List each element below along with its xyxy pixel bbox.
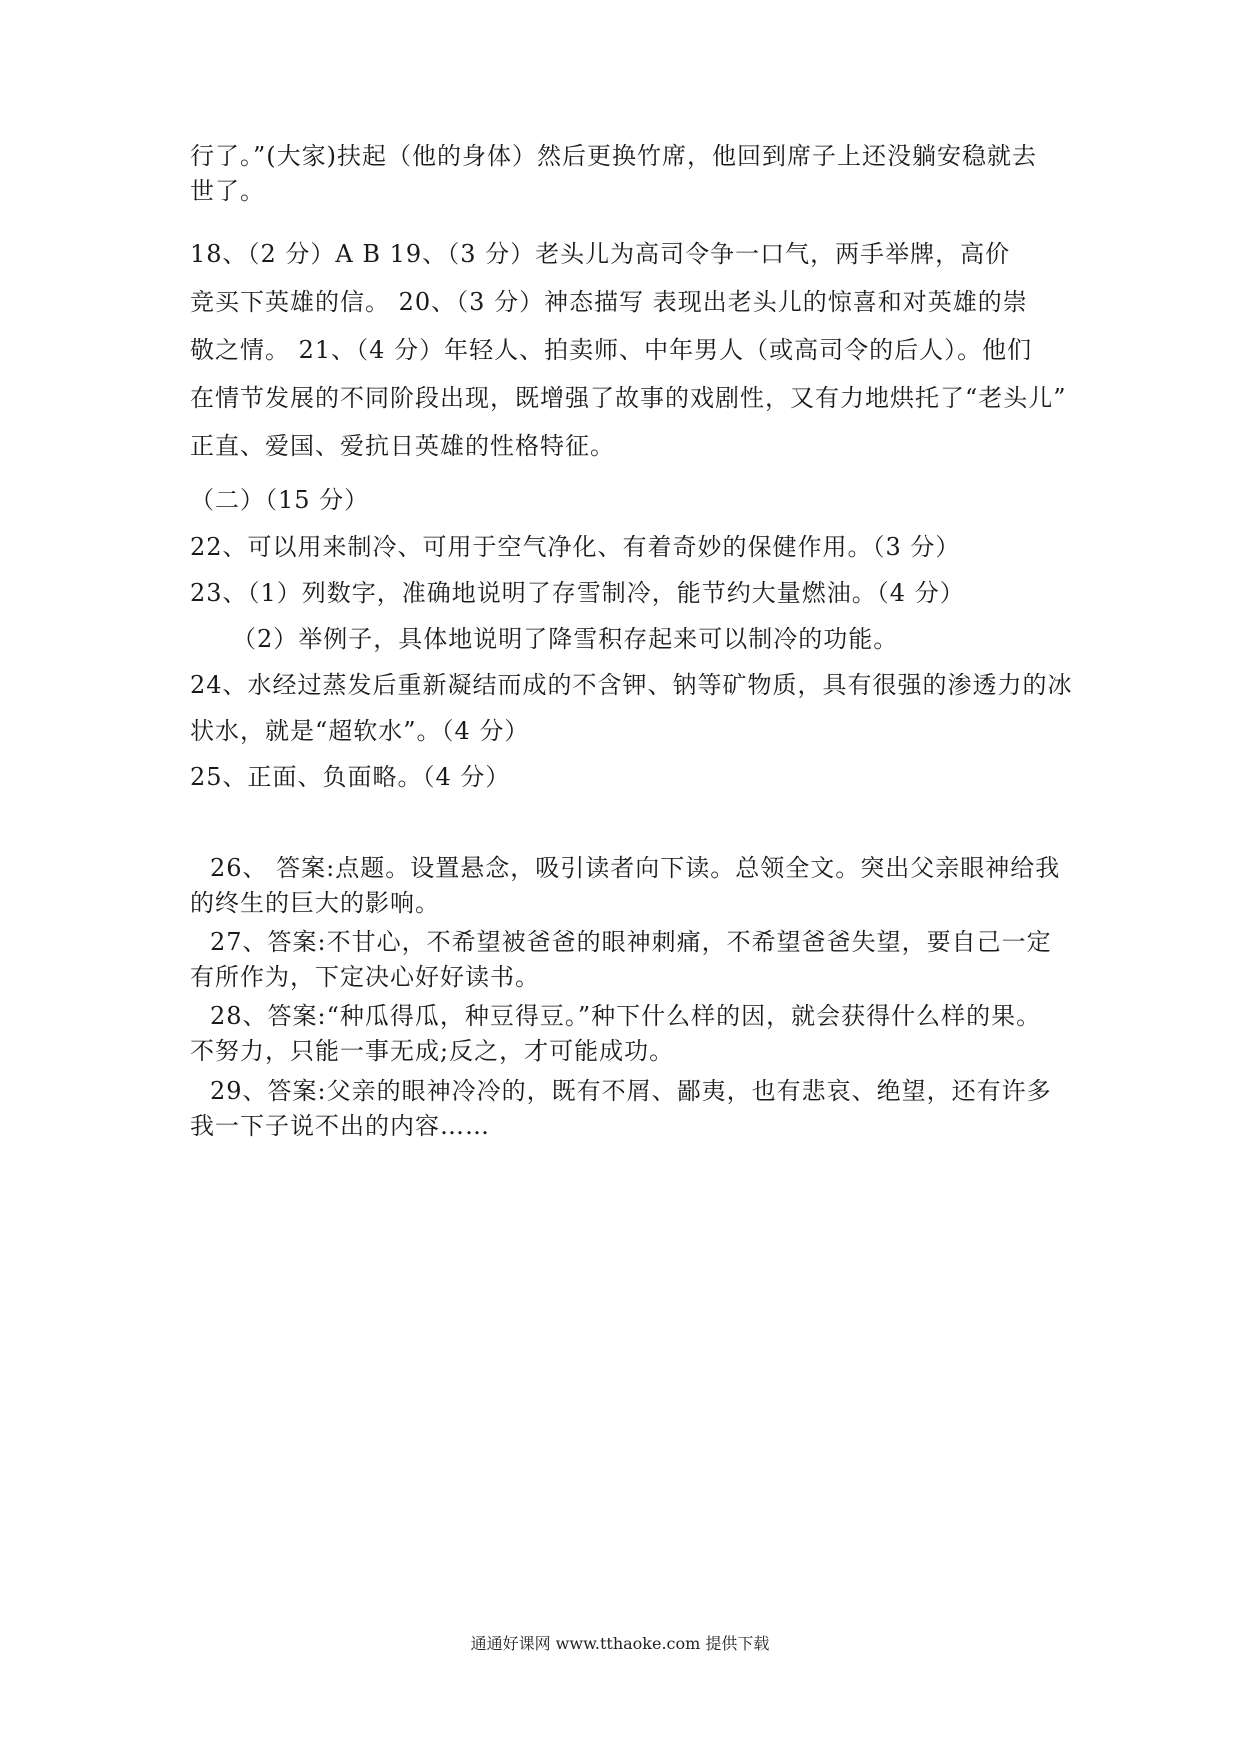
text-line-3: 18、（2 分）A B 19、（3 分）老头儿为高司令争一口气，两手举牌，高价 (190, 240, 1011, 268)
text-line-15: 26、 答案:点题。设置悬念，吸引读者向下读。总领全文。突出父亲眼神给我 (210, 854, 1061, 882)
text-line-13: 状水，就是“超软水”。（4 分） (190, 717, 530, 745)
text-line-11: （2）举例子，具体地说明了降雪积存起来可以制冷的功能。 (232, 625, 899, 653)
text-line-2: 世了。 (190, 177, 265, 205)
text-line-20: 不努力，只能一事无成;反之，才可能成功。 (190, 1037, 675, 1065)
text-line-18: 有所作为，下定决心好好读书。 (190, 963, 540, 991)
text-line-1: 行了。”(大家)扶起（他的身体）然后更换竹席，他回到席子上还没躺安稳就去 (190, 142, 1037, 170)
text-line-7: 正直、爱国、爱抗日英雄的性格特征。 (190, 432, 615, 460)
text-line-21: 29、答案:父亲的眼神冷冷的，既有不屑、鄙夷，也有悲哀、绝望，还有许多 (210, 1077, 1052, 1105)
text-line-22: 我一下子说不出的内容…… (190, 1112, 490, 1140)
text-line-10: 23、（1）列数字，准确地说明了存雪制冷，能节约大量燃油。（4 分） (190, 579, 965, 607)
text-line-14: 25、正面、负面略。（4 分） (190, 763, 511, 791)
footer-watermark: 通通好课网 www.tthaoke.com 提供下载 (470, 1634, 770, 1653)
text-line-9: 22、可以用来制冷、可用于空气净化、有着奇妙的保健作用。（3 分） (190, 533, 961, 561)
section-heading: （二）（15 分） (190, 486, 370, 514)
text-line-5: 敬之情。 21、（4 分）年轻人、拍卖师、中年男人（或高司令的后人）。他们 (190, 336, 1033, 364)
text-line-6: 在情节发展的不同阶段出现，既增强了故事的戏剧性，又有力地烘托了“老头儿” (190, 384, 1067, 412)
text-line-4: 竞买下英雄的信。 20、（3 分）神态描写 表现出老头儿的惊喜和对英雄的崇 (190, 288, 1028, 316)
text-line-19: 28、答案:“种瓜得瓜，种豆得豆。”种下什么样的因，就会获得什么样的果。 (210, 1002, 1042, 1030)
text-line-12: 24、水经过蒸发后重新凝结而成的不含钾、钠等矿物质，具有很强的渗透力的冰 (190, 671, 1073, 699)
text-line-17: 27、答案:不甘心，不希望被爸爸的眼神刺痛，不希望爸爸失望，要自己一定 (210, 928, 1052, 956)
text-line-16: 的终生的巨大的影响。 (190, 889, 440, 917)
